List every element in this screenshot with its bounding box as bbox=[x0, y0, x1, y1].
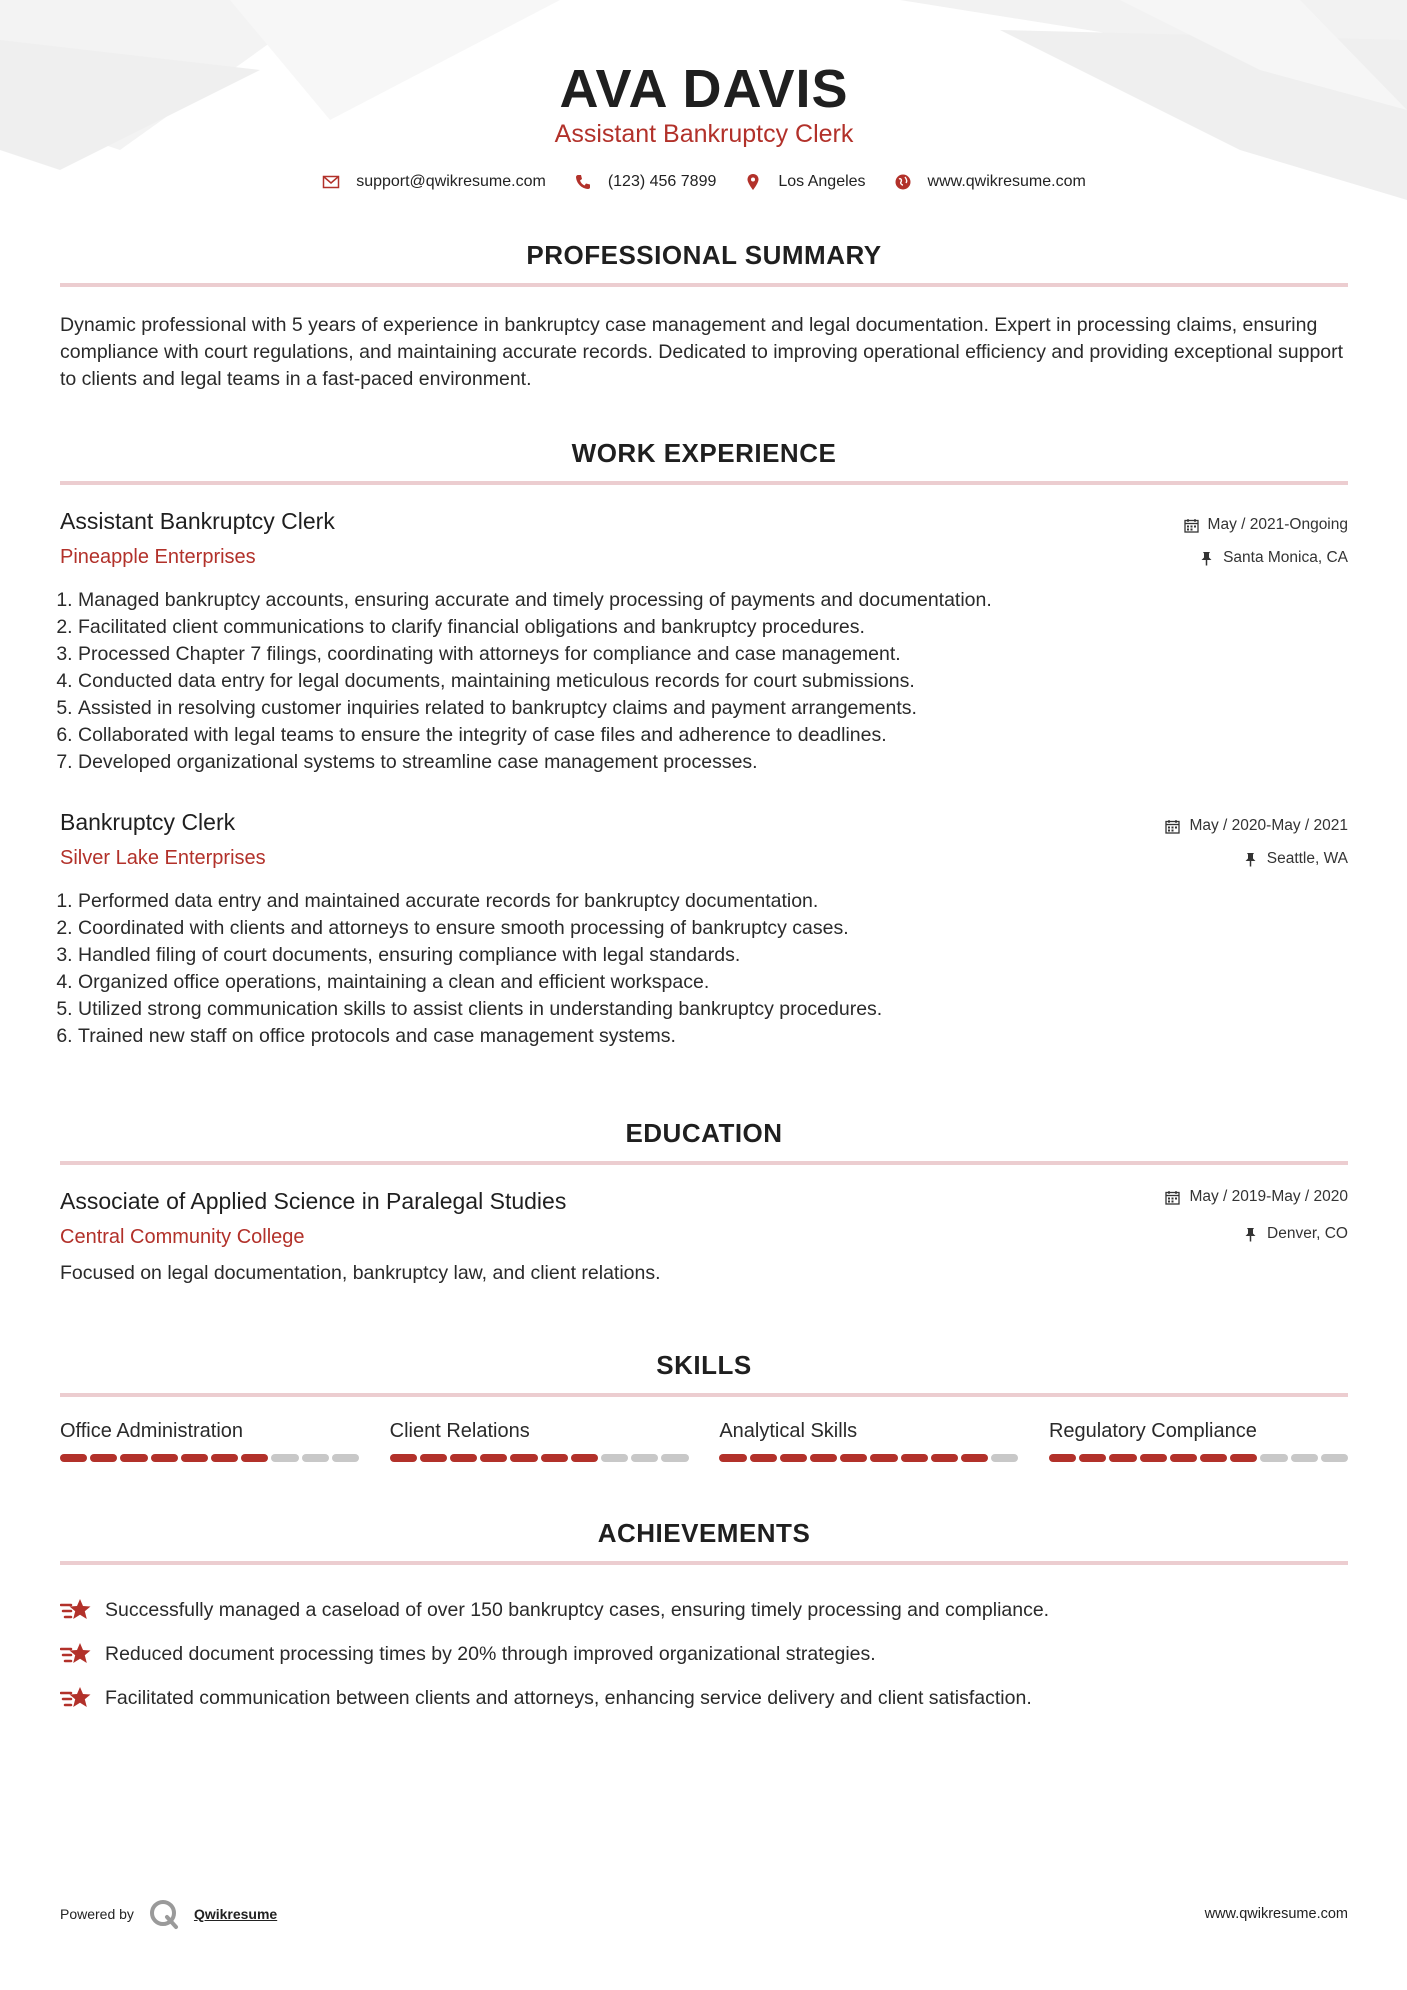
skill-level-segment bbox=[120, 1454, 147, 1462]
job-bullet: 1. Performed data entry and maintained accurate records for bankruptcy documentation. bbox=[78, 888, 1338, 915]
skill-name: Client Relations bbox=[389, 1420, 530, 1442]
map-pin-icon bbox=[744, 173, 762, 191]
skill-level-bar bbox=[1049, 1454, 1348, 1462]
skill-level-segment bbox=[60, 1454, 87, 1462]
job-bullet: 5. Utilized strong communication skills to assist clients in understanding bankruptcy procedures. bbox=[78, 996, 1338, 1023]
skill-level-segment bbox=[332, 1454, 359, 1462]
skill-level-segment bbox=[991, 1454, 1018, 1462]
skill-level-segment bbox=[450, 1454, 477, 1462]
job-bullet: 2. Coordinated with clients and attorneys to ensure smooth processing of bankruptcy cases. bbox=[78, 915, 1338, 942]
shooting-star-icon bbox=[60, 1684, 92, 1712]
skill-level-bar bbox=[390, 1454, 689, 1462]
job-bullets bbox=[60, 888, 1338, 1050]
qwikresume-link[interactable]: Qwikresume bbox=[193, 1906, 278, 1922]
candidate-title: Assistant Bankruptcy Clerk bbox=[554, 120, 854, 148]
skill-level-segment bbox=[1321, 1454, 1348, 1462]
skill-name: Office Administration bbox=[60, 1420, 244, 1442]
calendar-icon bbox=[1165, 819, 1180, 834]
skill-level-segment bbox=[719, 1454, 746, 1462]
skill-level-segment bbox=[211, 1454, 238, 1462]
footer-powered-by bbox=[60, 1898, 277, 1930]
job-location-text: Seattle, WA bbox=[1266, 850, 1348, 867]
job-dates bbox=[1184, 516, 1348, 534]
skill-name: Regulatory Compliance bbox=[1048, 1420, 1257, 1442]
skill-level-segment bbox=[302, 1454, 329, 1462]
skill-item bbox=[719, 1420, 1018, 1462]
education-degree: Associate of Applied Science in Paralegal Studies bbox=[60, 1188, 567, 1214]
pushpin-icon bbox=[1243, 1227, 1258, 1242]
skill-level-segment bbox=[961, 1454, 988, 1462]
skill-level-segment bbox=[271, 1454, 298, 1462]
skill-name: Analytical Skills bbox=[719, 1420, 858, 1442]
skill-level-segment bbox=[241, 1454, 268, 1462]
job-bullet: 1. Managed bankruptcy accounts, ensuring accurate and timely processing of payments and documentation. bbox=[78, 587, 1338, 614]
job-bullet: 7. Developed organizational systems to streamline case management processes. bbox=[78, 749, 1338, 776]
skill-level-segment bbox=[601, 1454, 628, 1462]
skill-level-segment bbox=[571, 1454, 598, 1462]
skill-level-segment bbox=[840, 1454, 867, 1462]
contact-website-text: www.qwikresume.com bbox=[927, 173, 1086, 190]
shooting-star-icon bbox=[60, 1640, 92, 1668]
section-divider bbox=[60, 481, 1348, 485]
skill-level-segment bbox=[750, 1454, 777, 1462]
job-title: Assistant Bankruptcy Clerk bbox=[60, 508, 335, 534]
job-bullet: 3. Handled filing of court documents, ensuring compliance with legal standards. bbox=[78, 942, 1338, 969]
job-dates-text: May / 2021-Ongoing bbox=[1207, 516, 1348, 533]
achievements-list bbox=[60, 1588, 1348, 1720]
skill-item bbox=[390, 1420, 689, 1462]
job-bullet: 4. Organized office operations, maintaining a clean and efficient workspace. bbox=[78, 969, 1338, 996]
skill-level-segment bbox=[1140, 1454, 1167, 1462]
achievement-text: Successfully managed a caseload of over 150 bankruptcy cases, ensuring timely processing and compliance. bbox=[105, 1598, 1050, 1621]
skill-level-segment bbox=[1049, 1454, 1076, 1462]
skill-level-segment bbox=[1291, 1454, 1318, 1462]
job-location bbox=[1243, 850, 1348, 868]
contact-bar bbox=[60, 173, 1348, 191]
powered-by-label: Powered by bbox=[60, 1906, 134, 1922]
section-divider bbox=[60, 1161, 1348, 1165]
contact-location-text: Los Angeles bbox=[778, 173, 866, 190]
contact-website[interactable] bbox=[894, 173, 1086, 191]
job-dates bbox=[1165, 817, 1348, 835]
skill-level-segment bbox=[420, 1454, 447, 1462]
pushpin-icon bbox=[1199, 551, 1214, 566]
contact-phone[interactable] bbox=[574, 173, 717, 191]
job-bullet: 6. Trained new staff on office protocols and case management systems. bbox=[78, 1023, 1338, 1050]
job-bullet: 4. Conducted data entry for legal documents, maintaining meticulous records for court submissions. bbox=[78, 668, 1338, 695]
skill-level-segment bbox=[510, 1454, 537, 1462]
section-title-skills: SKILLS bbox=[656, 1350, 752, 1380]
summary-text: Dynamic professional with 5 years of experience in bankruptcy case management and legal documentation. Expert in processing claims, ensuring compliance with court regulations, and maintaining accurate records. Dedicated to improving operational efficiency and providing exceptional support to clients and legal teams in a fast-paced environment. bbox=[60, 314, 1344, 390]
calendar-icon bbox=[1184, 518, 1199, 533]
pushpin-icon bbox=[1243, 852, 1258, 867]
achievement-text: Reduced document processing times by 20% through improved organizational strategies. bbox=[105, 1642, 876, 1665]
skill-level-segment bbox=[480, 1454, 507, 1462]
skill-level-segment bbox=[390, 1454, 417, 1462]
job-bullet: 3. Processed Chapter 7 filings, coordinating with attorneys for compliance and case management. bbox=[78, 641, 1338, 668]
phone-icon bbox=[574, 173, 592, 191]
skill-level-bar bbox=[60, 1454, 359, 1462]
job-bullet: 6. Collaborated with legal teams to ensure the integrity of case files and adherence to deadlines. bbox=[78, 722, 1338, 749]
skill-level-segment bbox=[541, 1454, 568, 1462]
contact-email[interactable] bbox=[322, 173, 546, 191]
skill-level-segment bbox=[870, 1454, 897, 1462]
envelope-icon bbox=[322, 173, 340, 191]
contact-phone-text: (123) 456 7899 bbox=[607, 173, 717, 190]
job-bullets bbox=[60, 587, 1338, 776]
job-location bbox=[1199, 549, 1348, 567]
section-title-achievements: ACHIEVEMENTS bbox=[597, 1518, 811, 1548]
skill-level-segment bbox=[1170, 1454, 1197, 1462]
skill-item bbox=[60, 1420, 359, 1462]
education-description: Focused on legal documentation, bankruptcy law, and client relations. bbox=[60, 1262, 661, 1284]
job-company: Silver Lake Enterprises bbox=[60, 847, 266, 869]
education-school: Central Community College bbox=[60, 1226, 305, 1248]
skill-level-segment bbox=[90, 1454, 117, 1462]
skill-level-bar bbox=[719, 1454, 1018, 1462]
skill-level-segment bbox=[1230, 1454, 1257, 1462]
section-divider bbox=[60, 283, 1348, 287]
qwikresume-logo-icon bbox=[148, 1898, 180, 1930]
achievement-item bbox=[60, 1676, 1348, 1720]
achievement-item bbox=[60, 1588, 1348, 1632]
contact-location bbox=[744, 173, 865, 191]
skill-item bbox=[1049, 1420, 1348, 1462]
education-dates bbox=[1165, 1188, 1348, 1206]
section-title-experience: WORK EXPERIENCE bbox=[571, 438, 837, 468]
education-dates-text: May / 2019-May / 2020 bbox=[1189, 1188, 1348, 1205]
contact-email-text: support@qwikresume.com bbox=[356, 173, 546, 190]
job-company: Pineapple Enterprises bbox=[60, 546, 256, 568]
job-title: Bankruptcy Clerk bbox=[60, 809, 236, 835]
section-divider bbox=[60, 1561, 1348, 1565]
achievement-text: Facilitated communication between clients and attorneys, enhancing service delivery and client satisfaction. bbox=[105, 1686, 1032, 1709]
shooting-star-icon bbox=[60, 1596, 92, 1624]
section-title-education: EDUCATION bbox=[625, 1118, 783, 1148]
education-location-text: Denver, CO bbox=[1267, 1225, 1348, 1242]
job-bullet: 5. Assisted in resolving customer inquiries related to bankruptcy claims and payment arrangements. bbox=[78, 695, 1338, 722]
skill-level-segment bbox=[1200, 1454, 1227, 1462]
section-title-summary: PROFESSIONAL SUMMARY bbox=[526, 240, 882, 270]
skill-level-segment bbox=[181, 1454, 208, 1462]
education-location bbox=[1243, 1225, 1348, 1243]
skill-level-segment bbox=[631, 1454, 658, 1462]
skill-level-segment bbox=[151, 1454, 178, 1462]
skill-level-segment bbox=[901, 1454, 928, 1462]
skills-list bbox=[60, 1420, 1348, 1462]
skill-level-segment bbox=[931, 1454, 958, 1462]
job-dates-text: May / 2020-May / 2021 bbox=[1189, 817, 1348, 834]
footer-url[interactable]: www.qwikresume.com bbox=[1204, 1906, 1348, 1922]
job-bullet: 2. Facilitated client communications to clarify financial obligations and bankruptcy procedures. bbox=[78, 614, 1338, 641]
skill-level-segment bbox=[1079, 1454, 1106, 1462]
skill-level-segment bbox=[1260, 1454, 1287, 1462]
achievement-item bbox=[60, 1632, 1348, 1676]
calendar-icon bbox=[1165, 1190, 1180, 1205]
job-location-text: Santa Monica, CA bbox=[1223, 549, 1348, 566]
skill-level-segment bbox=[780, 1454, 807, 1462]
skill-level-segment bbox=[661, 1454, 688, 1462]
section-divider bbox=[60, 1393, 1348, 1397]
skill-level-segment bbox=[810, 1454, 837, 1462]
candidate-name: AVA DAVIS bbox=[559, 59, 849, 119]
globe-icon bbox=[894, 173, 912, 191]
skill-level-segment bbox=[1109, 1454, 1136, 1462]
